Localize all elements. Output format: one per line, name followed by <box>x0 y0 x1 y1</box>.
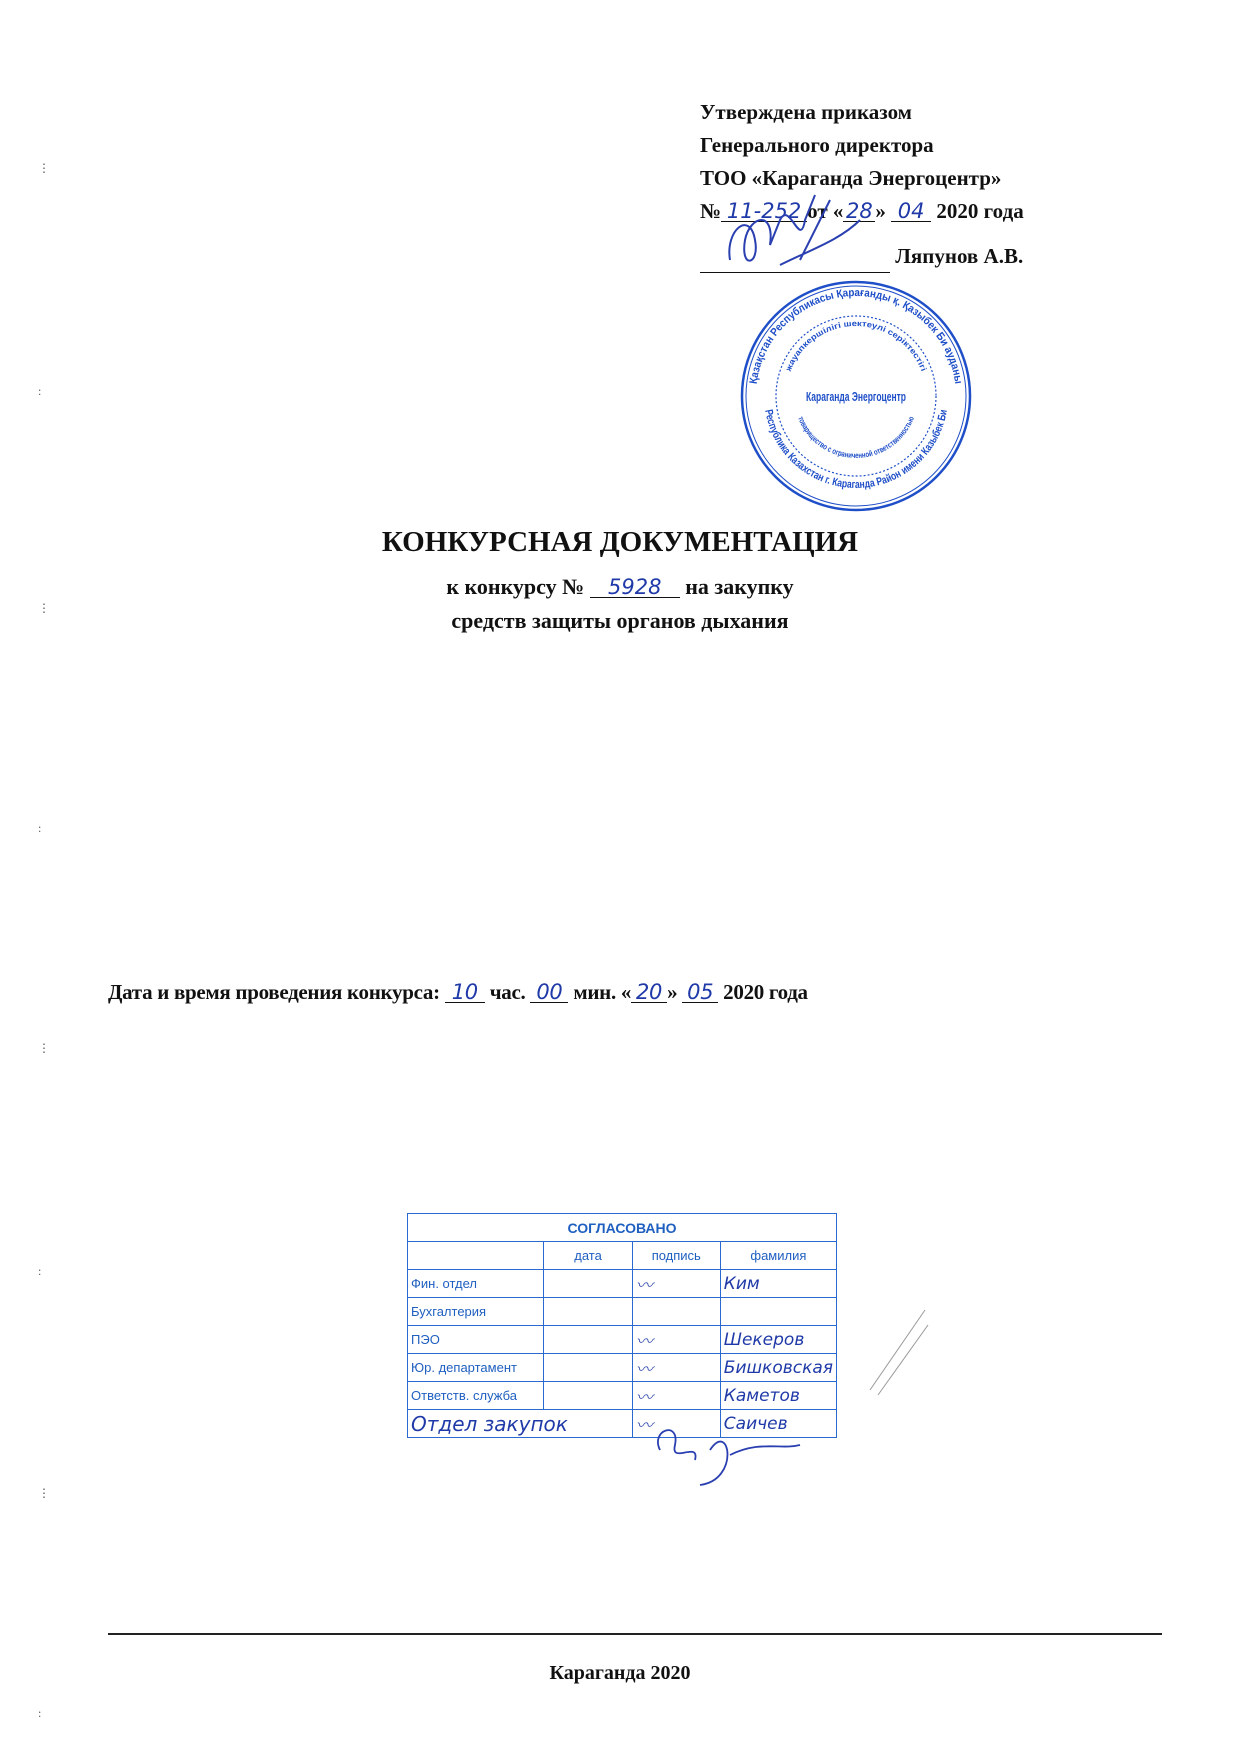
svg-text:Республика Казахстан г. Карага <box>762 409 950 491</box>
dept-cell: Фин. отдел <box>408 1270 544 1298</box>
quote-close: » <box>875 199 886 223</box>
date-cell <box>544 1298 632 1326</box>
quote-close: » <box>667 980 678 1004</box>
contest-number: 5928 <box>590 577 680 598</box>
procurement-subject: средств защиты органов дыхания <box>451 608 789 633</box>
contest-datetime <box>108 980 808 1005</box>
approval-table-title: СОГЛАСОВАНО <box>408 1214 837 1242</box>
footer-divider <box>108 1633 1162 1635</box>
signature-cell: 〰 <box>632 1270 720 1298</box>
stamp-outer-text-bottom: Республика Казахстан г. Караганда Район имени Казыбек Би <box>762 407 951 492</box>
scan-mark: : <box>38 821 42 835</box>
stamp-inner-bottom-text: товарищество с ограниченной ответственностью <box>796 413 917 461</box>
scan-mark: : <box>38 384 42 398</box>
signature-cell: 〰 <box>632 1410 720 1438</box>
column-header-surname: фамилия <box>720 1242 836 1270</box>
dept-cell: Отдел закупок <box>408 1410 633 1438</box>
order-year: 2020 года <box>936 199 1024 223</box>
surname-cell: Шекеров <box>720 1326 836 1354</box>
order-day: 28 <box>843 201 875 222</box>
document-title: КОНКУРСНАЯ ДОКУМЕНТАЦИЯ <box>381 526 859 558</box>
scan-mark: : <box>38 1264 42 1278</box>
director-signature <box>720 190 870 280</box>
scan-mark: : <box>38 1706 42 1720</box>
dept-cell: Ответств. служба <box>408 1382 544 1410</box>
scan-mark: ⋮ <box>38 1486 50 1500</box>
contest-hour: 10 <box>445 982 485 1003</box>
order-number: 11-252 <box>721 201 807 222</box>
dept-cell: ПЭО <box>408 1326 544 1354</box>
signature-cell: 〰 <box>632 1382 720 1410</box>
surname-cell: Каметов <box>720 1382 836 1410</box>
dept-cell: Бухгалтерия <box>408 1298 544 1326</box>
stamp-outer-text: Қазақстан Республикасы Қарағанды қ. Қазыбек Би ауданы <box>747 286 965 386</box>
column-header-blank <box>408 1242 544 1270</box>
order-month: 04 <box>891 201 931 222</box>
date-cell <box>544 1270 632 1298</box>
contest-day: 20 <box>631 982 667 1003</box>
contest-month: 05 <box>682 982 718 1003</box>
signatory-name: Ляпунов А.В. <box>895 244 1024 268</box>
approval-line-3: ТОО «Караганда Энергоцентр» <box>700 166 1002 190</box>
scan-mark: ⋮ <box>38 161 50 175</box>
surname-cell: Саичев <box>720 1410 836 1438</box>
column-header-signature: подпись <box>632 1242 720 1270</box>
surname-cell: Бишковская <box>720 1354 836 1382</box>
contest-number-line <box>0 574 1240 600</box>
column-header-date: дата <box>544 1242 632 1270</box>
svg-text:товарищество с ограниченной от <box>796 415 916 460</box>
approval-line-1: Утверждена приказом <box>700 100 912 124</box>
signature-cell: 〰 <box>632 1354 720 1382</box>
contest-suffix: на закупку <box>685 574 794 599</box>
date-cell <box>544 1354 632 1382</box>
company-stamp <box>738 278 974 514</box>
signature-cell: 〰 <box>632 1326 720 1354</box>
svg-text:жауапкершілігі шектеулі серікт <box>783 319 928 374</box>
approval-signatures <box>640 1250 930 1490</box>
number-sign: № <box>700 199 722 223</box>
contest-prefix: к конкурсу № <box>446 574 585 599</box>
date-from-label: от « <box>807 199 844 223</box>
datetime-label: Дата и время проведения конкурса: <box>108 980 440 1004</box>
dept-cell: Юр. департамент <box>408 1354 544 1382</box>
stamp-center-text: Караганда Энергоцентр <box>806 389 907 404</box>
stamp-inner-top-text: жауапкершілігі шектеулі серіктестігі <box>783 318 929 373</box>
date-cell <box>544 1382 632 1410</box>
scan-mark: ⋮ <box>38 1041 50 1055</box>
date-cell <box>544 1326 632 1354</box>
footer-city-year: Караганда 2020 <box>549 1662 691 1684</box>
hour-unit: час. <box>489 980 526 1004</box>
approval-line-2: Генерального директора <box>700 133 934 157</box>
contest-year: 2020 года <box>723 980 808 1004</box>
surname-cell: Ким <box>720 1270 836 1298</box>
scan-mark: ⋮ <box>38 601 50 615</box>
contest-minute: 00 <box>530 982 568 1003</box>
minute-unit: мин. « <box>573 980 632 1004</box>
